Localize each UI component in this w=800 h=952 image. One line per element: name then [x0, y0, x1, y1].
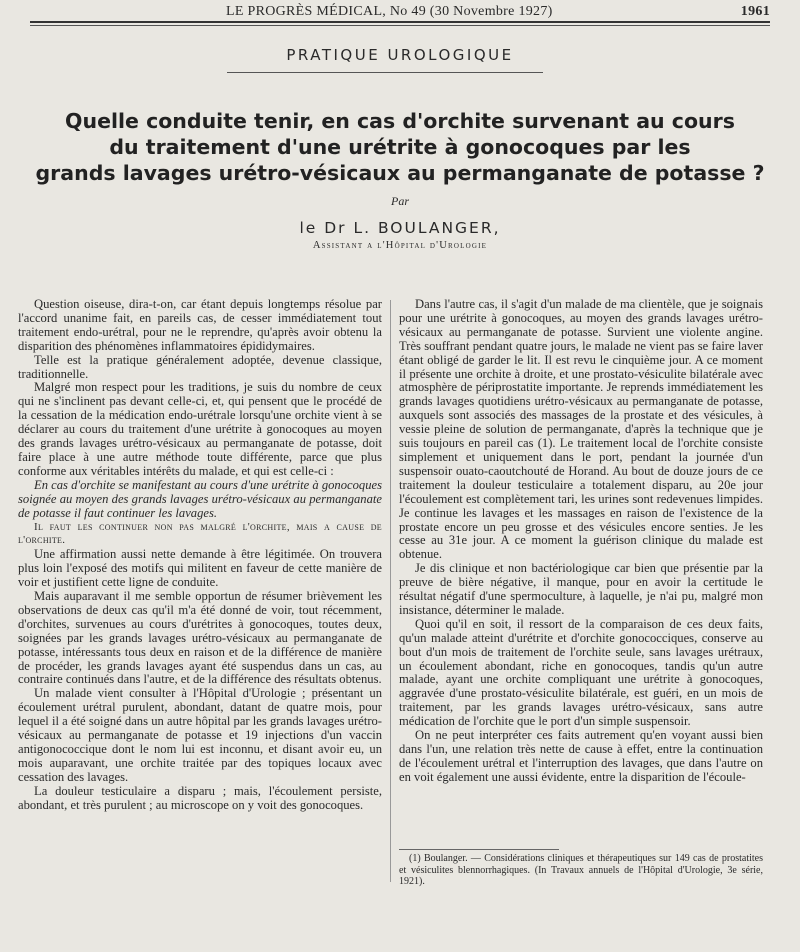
journal-title: LE PROGRÈS MÉDICAL, No 49 (30 Novembre 1927)	[226, 4, 553, 19]
paragraph: Mais auparavant il me semble opportun de résumer brièvement les observations de deux cas qu'il m'a été donné de voir, tout récemment, d'orchites, survenues au cours d'urétrites à gonocoques, toutes deux, soignées par les grands lavages urétro-vésicaux au permanganate de potasse, intéressants tous deux en raison et de la différence de manière de procéder, les grands lavages ayant été suspendus dans un cas, au contraire continués dans l'autre, et de la différence des résultats obtenus.	[18, 589, 382, 687]
paragraph: Telle est la pratique généralement adoptée, devenue classique, traditionnelle.	[18, 352, 382, 381]
footnote-text: (1) Boulanger. — Considérations cliniques et thérapeutiques sur 149 cas de prostatites et vésiculites blennorrhagiques. (In Travaux annuels de l'Hôpital d'Urologie, 3e série, 1921).	[399, 853, 763, 887]
paragraph: La douleur testiculaire a disparu ; mais, l'écoulement persiste, abondant, et très purulent ; au microscope on y voit des gonocoques.	[18, 783, 382, 812]
paragraph: Quoi qu'il en soit, il ressort de la comparaison de ces deux faits, qu'un malade atteint d'urétrite et d'orchite gonococciques, conserve au bout d'un mois de traitement de l'orchite seule, sans lavages urétraux, un écoulement abondant, riche en gonocoques, tandis qu'un autre malade, ayant une orchite compliquant une urétrite à gonocoques, aggravée d'une prostato-vésiculite bilatérale, est guéri, en un mois de traitement, par les grands lavages urétro-vésicaux, sans autre médication de l'orchite que le port d'un simple suspensoir.	[399, 616, 763, 729]
author-affiliation: Assistant a l'Hôpital d'Urologie	[312, 240, 488, 251]
title-line: du traitement d'une urétrite à gonocoques par les	[109, 135, 691, 159]
section-rubric: PRATIQUE UROLOGIQUE	[286, 46, 514, 64]
byline-par: Par	[391, 194, 409, 208]
footnote-rule	[399, 849, 559, 850]
paragraph: Question oiseuse, dira-t-on, car étant depuis longtemps résolue par l'accord unanime fait, en pareils cas, de cesser immédiatement tout traitement endo-urétral, pour ne le reprendre, qu'après avoir obtenu la disparition des phénomènes inflammatoires épididymaires.	[18, 297, 382, 353]
running-head	[30, 2, 770, 20]
rubric-rule	[227, 72, 543, 73]
italic-thesis: En cas d'orchite se manifestant au cours d'une urétrite à gonocoques soignée au moyen des grands lavages urétro-vésicaux au permanganate de potasse il faut continuer les lavages.	[18, 477, 382, 520]
header-rule	[30, 21, 770, 23]
page-number: 1961	[740, 4, 770, 19]
title-line: Quelle conduite tenir, en cas d'orchite survenant au cours	[65, 109, 735, 133]
paragraph: Malgré mon respect pour les traditions, je suis du nombre de ceux qui ne s'inclinent pas devant celle-ci, et, qui pensent que le procédé de la cessation de la médication endo-urétrale lorsqu'une orchite vient à se déclarer au cours du traitement d'une urétrite à gonocoques au moyen des grands lavages urétro-vésicaux au permanganate de potasse, doit faire place à une autre méthode toute différente, parce que plus conforme aux véritables intérêts du malade, et qui est celle-ci :	[18, 380, 382, 478]
small-caps-thesis: Il faut les continuer non pas malgré l'orchite, mais a cause de l'orchite.	[18, 520, 382, 547]
left-column	[18, 298, 382, 813]
paragraph: Une affirmation aussi nette demande à être légitimée. On trouvera plus loin l'exposé des motifs qui militent en faveur de cette manière de voir et justifient cette ligne de conduite.	[18, 547, 382, 590]
paragraph: Je dis clinique et non bactériologique car bien que présentie par la preuve de bière négative, il manque, pour en avoir la certitude le résultat négatif d'une spermoculture, à laquelle, je n'ai pu, malgré mon insistance, déterminer le malade.	[399, 561, 763, 617]
header-rule-thin	[30, 25, 770, 26]
author-name: le Dr L. BOULANGER,	[299, 219, 501, 237]
article-title	[16, 108, 784, 186]
paragraph: Un malade vient consulter à l'Hôpital d'Urologie ; présentant un écoulement urétral purulent, abondant, datant de quatre mois, pour lequel il a été soigné dans un autre hôpital par les grands lavages urétro-vésicaux au permanganate de potasse et 19 injections d'un vaccin antigonococcique dont le nom lui est inconnu, et disant avoir eu, un mois auparavant, une orchite traitée par des topiques locaux avec cessation des lavages.	[18, 686, 382, 784]
footnote	[399, 853, 763, 888]
paragraph: On ne peut interpréter ces faits autrement qu'en voyant aussi bien dans l'un, une relation très nette de cause à effet, entre la continuation de l'écoulement urétral et l'interruption des lavages, que dans l'autre on en voit également une aussi évidente, entre la disparition de l'écoule-	[399, 728, 763, 784]
title-line: grands lavages urétro-vésicaux au permanganate de potasse ?	[35, 161, 765, 185]
paragraph: Dans l'autre cas, il s'agit d'un malade de ma clientèle, que je soignais pour une urétrite à gonocoques, au moyen des grands lavages urétro-vésicaux au permanganate de potasse. Survient une violente angine. Très souffrant pendant quatre jours, le malade ne vient pas se faire laver étant obligé de garder le lit. Il est revu le cinquième jour. A ce moment il présente une orchite à droite, et une prostato-vésiculite bilatérale avec atmosphère de périprostatite importante. Je reprends immédiatement les grands lavages quotidiens urétro-vésicaux au permanganate de potasse, auxquels sont associés des massages de la prostate et des vésicules, à vessie pleine de solution de permanganate, d'après la technique que je suis toujours en pareil cas (1). Le traitement local de l'orchite consiste simplement et uniquement dans le port, pendant la journée d'un suspensoir ouato-caoutchouté de Horand. Au bout de douze jours de ce traitement la douleur testiculaire a totalement disparu, au 20e jour l'écoulement est complètement tari, les urines sont redevenues limpides. Je continue les lavages et les massages en raison de l'existence de la prostate encore un peu grosse et des vésicules encore senties. Je les cesse au 31e jour. A ce moment la guérison clinique du malade est obtenue.	[399, 297, 763, 562]
column-divider	[390, 300, 391, 882]
right-column	[399, 298, 763, 785]
